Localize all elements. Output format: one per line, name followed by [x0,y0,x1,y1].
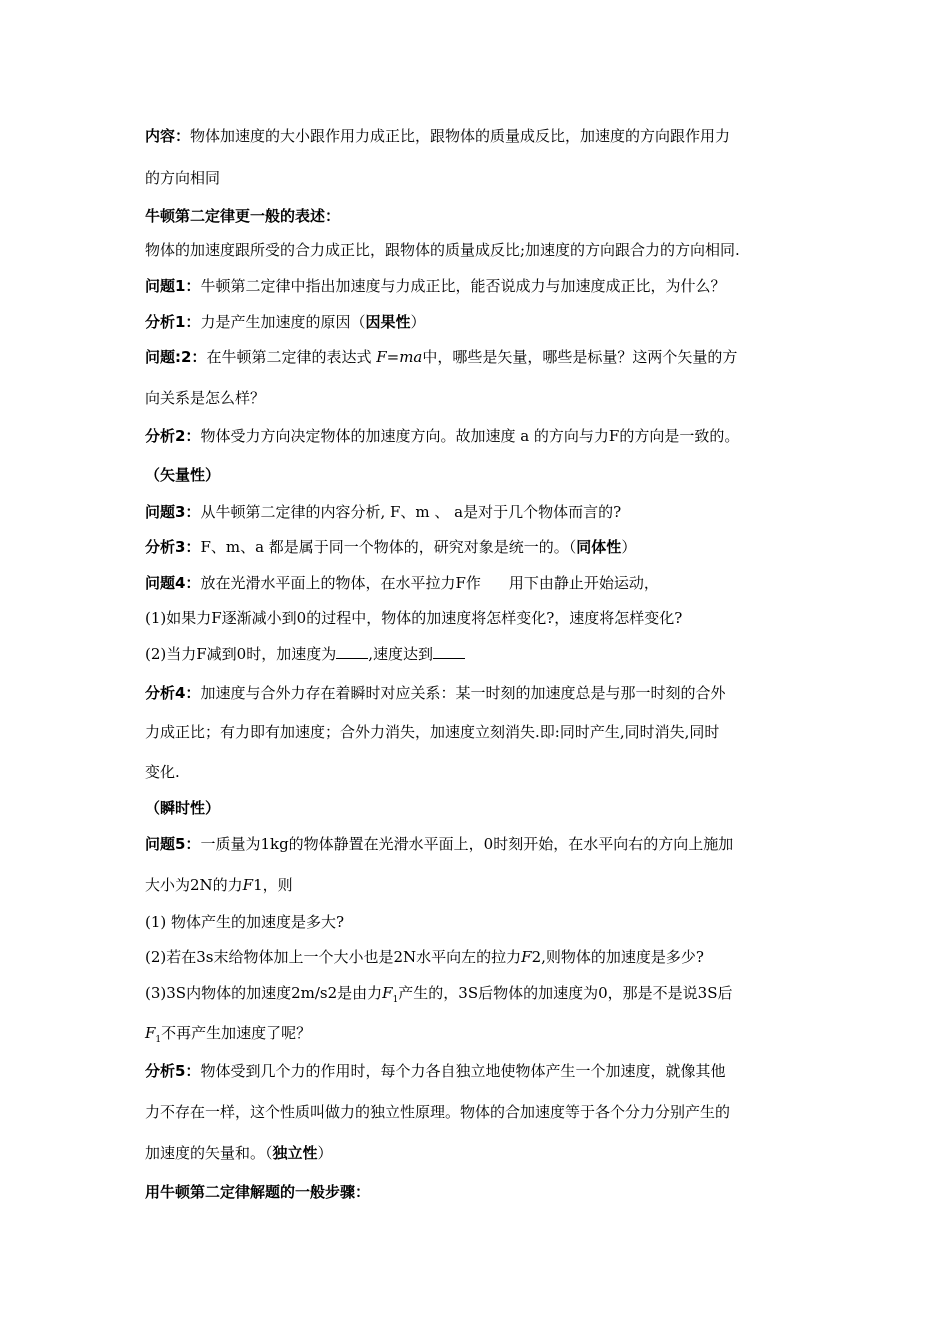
property-tag: 同体性 [576,538,622,556]
sub-question [145,983,832,1010]
analysis-3 [145,537,832,557]
question-5 [145,834,832,854]
text: 产生的，3S后物体的加速度为0，那是不是说3S后 [398,984,733,1002]
text: (2)当力F减到0时，加速度为 [145,645,337,663]
property-tag: （瞬时性） [145,799,221,817]
text: (3)3S内物体的加速度2m/s2是由力 [145,984,383,1002]
text: 放在光滑水平面上的物体，在水平拉力F作 [200,574,481,592]
answer-blank [336,644,368,659]
analysis-4 [145,683,832,703]
question-label: 问题:2： [145,348,207,366]
text: ） [317,1144,333,1162]
text: 的方向相同 [145,169,221,187]
paragraph-line [145,762,832,782]
analysis-label: 分析1： [145,313,201,331]
property-line [145,798,832,818]
question-label: 问题4： [145,574,201,592]
analysis-label: 分析2： [145,427,201,445]
subscript: 1 [155,1035,162,1045]
text: 加速度的矢量和。（ [145,1144,273,1162]
text: 物体受力方向决定物体的加速度方向。故加速度 a 的方向与力F的方向是一致的。 [200,427,740,445]
formula: F [521,948,532,966]
question-label: 问题1： [145,277,201,295]
text: 1，则 [253,876,293,894]
question-1 [145,276,832,296]
subscript: 1 [392,995,399,1005]
paragraph-line [145,240,832,260]
paragraph-content-line [145,126,832,146]
formula: F [382,984,393,1002]
question-label: 问题3： [145,503,201,521]
question-2 [145,347,832,367]
question-3 [145,502,832,522]
text: ,速度达到 [368,645,433,663]
text: 大小为2N的力 [145,876,243,894]
paragraph-line [145,168,832,188]
answer-blank [433,644,465,659]
paragraph-line [145,1023,832,1050]
text: 物体的加速度跟所受的合力成正比，跟物体的质量成反比;加速度的方向跟合力的方向相同. [145,241,740,259]
property-line [145,465,832,485]
heading-solution-steps [145,1182,832,1202]
text: 物体加速度的大小跟作用力成正比，跟物体的质量成反比，加速度的方向跟作用力 [190,127,731,145]
formula: F [145,1024,156,1042]
analysis-5 [145,1061,832,1081]
property-tag: 因果性 [365,313,411,331]
question-label: 问题5： [145,835,201,853]
text: (1) 物体产生的加速度是多大? [145,913,345,931]
text: 牛顿第二定律中指出加速度与力成正比，能否说成力与加速度成正比，为什么？ [200,277,726,295]
paragraph-line [145,722,832,742]
text: 加速度与合外力存在着瞬时对应关系：某一时刻的加速度总是与那一时刻的合外 [200,684,726,702]
formula: F=ma [376,348,423,366]
sub-question [145,644,832,664]
text: ） [410,313,426,331]
text: 中，哪些是矢量，哪些是标量？这两个矢量的方 [422,348,738,366]
question-4 [145,573,832,593]
text: F、m、a 都是属于同一个物体的，研究对象是统一的。（ [200,538,577,556]
text: 力不存在一样，这个性质叫做力的独立性原理。物体的合加速度等于各个分力分别产生的 [145,1103,731,1121]
heading-text: 牛顿第二定律更一般的表述： [145,207,341,225]
label-content: 内容： [145,127,191,145]
text: 在牛顿第二定律的表达式 [206,348,377,366]
analysis-1 [145,312,832,332]
text: (1)如果力F逐渐减小到0的过程中，物体的加速度将怎样变化?，速度将怎样变化? [145,609,683,627]
property-tag: （矢量性） [145,466,221,484]
text: 物体受到几个力的作用时，每个力各自独立地使物体产生一个加速度，就像其他 [200,1062,726,1080]
analysis-label: 分析5： [145,1062,201,1080]
text: 一质量为1kg的物体静置在光滑水平面上，0时刻开始，在水平向右的方向上施加 [200,835,734,853]
text: 用下由静止开始运动， [508,574,659,592]
analysis-label: 分析4： [145,684,201,702]
sub-question [145,608,832,628]
analysis-2 [145,426,832,446]
paragraph-line [145,1102,832,1122]
text: 力成正比；有力即有加速度；合外力消失，加速度立刻消失.即:同时产生,同时消失,同时 [145,723,720,741]
paragraph-line [145,388,832,408]
sub-question [145,912,832,932]
paragraph-line [145,875,832,895]
text: 2,则物体的加速度是多少? [531,948,704,966]
text: 从牛顿第二定律的内容分析, F、m 、 a是对于几个物体而言的? [200,503,622,521]
formula: F [242,876,254,894]
sub-question [145,947,832,967]
text: (2)若在3s末给物体加上一个大小也是2N水平向左的拉力 [145,948,522,966]
heading-text: 用牛顿第二定律解题的一般步骤： [145,1183,371,1201]
analysis-label: 分析3： [145,538,201,556]
text: ） [621,538,637,556]
paragraph-line [145,1143,832,1163]
property-tag: 独立性 [272,1144,318,1162]
text: 变化. [145,763,180,781]
text: 不再产生加速度了呢？ [161,1024,312,1042]
text: 力是产生加速度的原因（ [200,313,366,331]
text: 向关系是怎么样？ [145,389,266,407]
heading-general-statement [145,206,832,226]
